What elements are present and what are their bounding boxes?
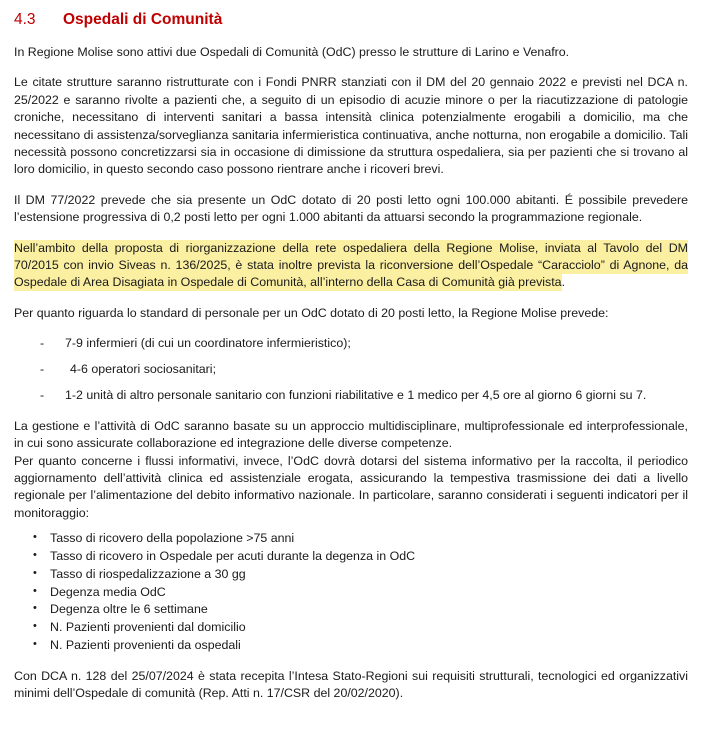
paragraph-dca: Con DCA n. 128 del 25/07/2024 è stata recepita l’Intesa Stato-Regioni sui requisiti strutturali, tecnologici ed organizzativi minimi dell’Ospedale di comunità (Rep. Atti n. 17/CSR del 20/02/2020).: [14, 668, 688, 701]
paragraph-intro: In Regione Molise sono attivi due Ospedali di Comunità (OdC) presso le strutture di Larino e Venafro.: [14, 45, 570, 59]
bullet-icon: •: [33, 531, 37, 544]
list-item: [14, 637, 688, 655]
bullet-icon: •: [33, 548, 37, 561]
bullet-icon: •: [33, 566, 37, 579]
highlighted-text: Nell’ambito della proposta di riorganizzazione della rete ospedaliera della Regione Molise, inviata al Tavolo del DM 70/2015 con invio Siveas n. 136/2025, è stata inoltre prevista la riconversione dell’Ospedale “Caracciolo” di Agnone, da Ospedale di Area Disagiata in Ospedale di Comunità, all’interno della Casa di Comunità già prevista: [14, 240, 688, 290]
list-item: [14, 619, 688, 637]
paragraph-dm77: Il DM 77/2022 prevede che sia presente un OdC dotato di 20 posti letto ogni 100.000 abitanti. É possibile prevedere l’estensione progressiva di 0,2 posti letto per ogni 1.000 abitanti da attuarsi secondo la programmazione regionale.: [14, 192, 688, 225]
staff-list: [14, 335, 688, 404]
paragraph-reorg: [14, 240, 688, 292]
list-item: [14, 601, 688, 619]
paragraph-management-b: Per quanto concerne i flussi informativi, invece, l’OdC dovrà dotarsi del sistema informativo per la raccolta, il periodico aggiornamento dell’attività clinica ed assistenziale erogata, assicurando la tempestiva trasmissione dei dati a livello regionale per l’alimentazione del debito informativo nazionale. In particolare, saranno considerati i seguenti indicatori per il monitoraggio:: [14, 453, 688, 520]
dash-marker-icon: -: [40, 336, 45, 351]
list-item-text: N. Pazienti provenienti da ospedali: [50, 637, 241, 652]
list-item-text: Tasso di ricovero in Ospedale per acuti durante la degenza in OdC: [50, 548, 416, 563]
bullet-icon: •: [33, 602, 37, 615]
list-item: [14, 361, 688, 378]
section-heading: [14, 9, 688, 31]
list-item: [14, 566, 688, 584]
dash-marker-icon: -: [40, 362, 45, 377]
list-item-text: Tasso di ricovero della popolazione >75 anni: [50, 531, 295, 546]
bullet-icon: •: [33, 637, 37, 650]
list-item-text: 1-2 unità di altro personale sanitario con funzioni riabilitative e 1 medico per 4,5 ore al giorno 6 giorni su 7.: [65, 388, 647, 403]
list-item: [14, 548, 688, 566]
paragraph-staffing-intro: Per quanto riguarda lo standard di personale per un OdC dotato di 20 posti letto, la Regione Molise prevede:: [14, 305, 609, 320]
dash-marker-icon: -: [40, 388, 45, 403]
indicator-list: [14, 530, 688, 655]
list-item: [14, 335, 688, 352]
section-title: Ospedali di Comunità: [63, 11, 223, 28]
paragraph-management: [14, 418, 688, 522]
bullet-icon: •: [33, 584, 37, 597]
paragraph-management-a: La gestione e l’attività di OdC saranno basate su un approccio multidisciplinare, multiprofessionale ed interprofessionale, in cui sono assicurate collaborazione ed integrazione delle diverse competenze.: [14, 418, 688, 451]
list-item-text: 4-6 operatori sociosanitari;: [70, 362, 217, 377]
list-item-text: N. Pazienti provenienti dal domicilio: [50, 620, 246, 635]
bullet-icon: •: [33, 620, 37, 633]
paragraph-pnrr: Le citate strutture saranno ristrutturate con i Fondi PNRR stanziati con il DM del 20 gennaio 2022 e previsti nel DCA n. 25/2022 e saranno rivolte a pazienti che, a seguito di un episodio di acuzie minore o per la riacutizzazione di patologie croniche, necessitano di interventi sanitari a bassa intensità clinica potenzialmente erogabili a domicilio, ma che necessitano di assistenza/sorveglianza sanitaria infermieristica continuativa, anche notturna, non erogabile a domicilio. Tali necessità possono concretizzarsi sia in occasione di dimissione da struttura ospedaliera, sia per pazienti che si trovano al loro domicilio, in questo secondo caso possono rientrare anche i ricoveri brevi.: [14, 75, 688, 177]
list-item-text: 7-9 infermieri (di cui un coordinatore infermieristico);: [65, 336, 351, 351]
list-item: [14, 584, 688, 602]
list-item-text: Tasso di riospedalizzazione a 30 gg: [50, 566, 246, 581]
section-number: 4.3: [14, 11, 36, 28]
list-item-text: Degenza media OdC: [50, 584, 166, 599]
paragraph-reorg-tail: .: [561, 275, 566, 290]
list-item-text: Degenza oltre le 6 settimane: [50, 602, 208, 617]
list-item: [14, 530, 688, 548]
list-item: [14, 387, 688, 404]
